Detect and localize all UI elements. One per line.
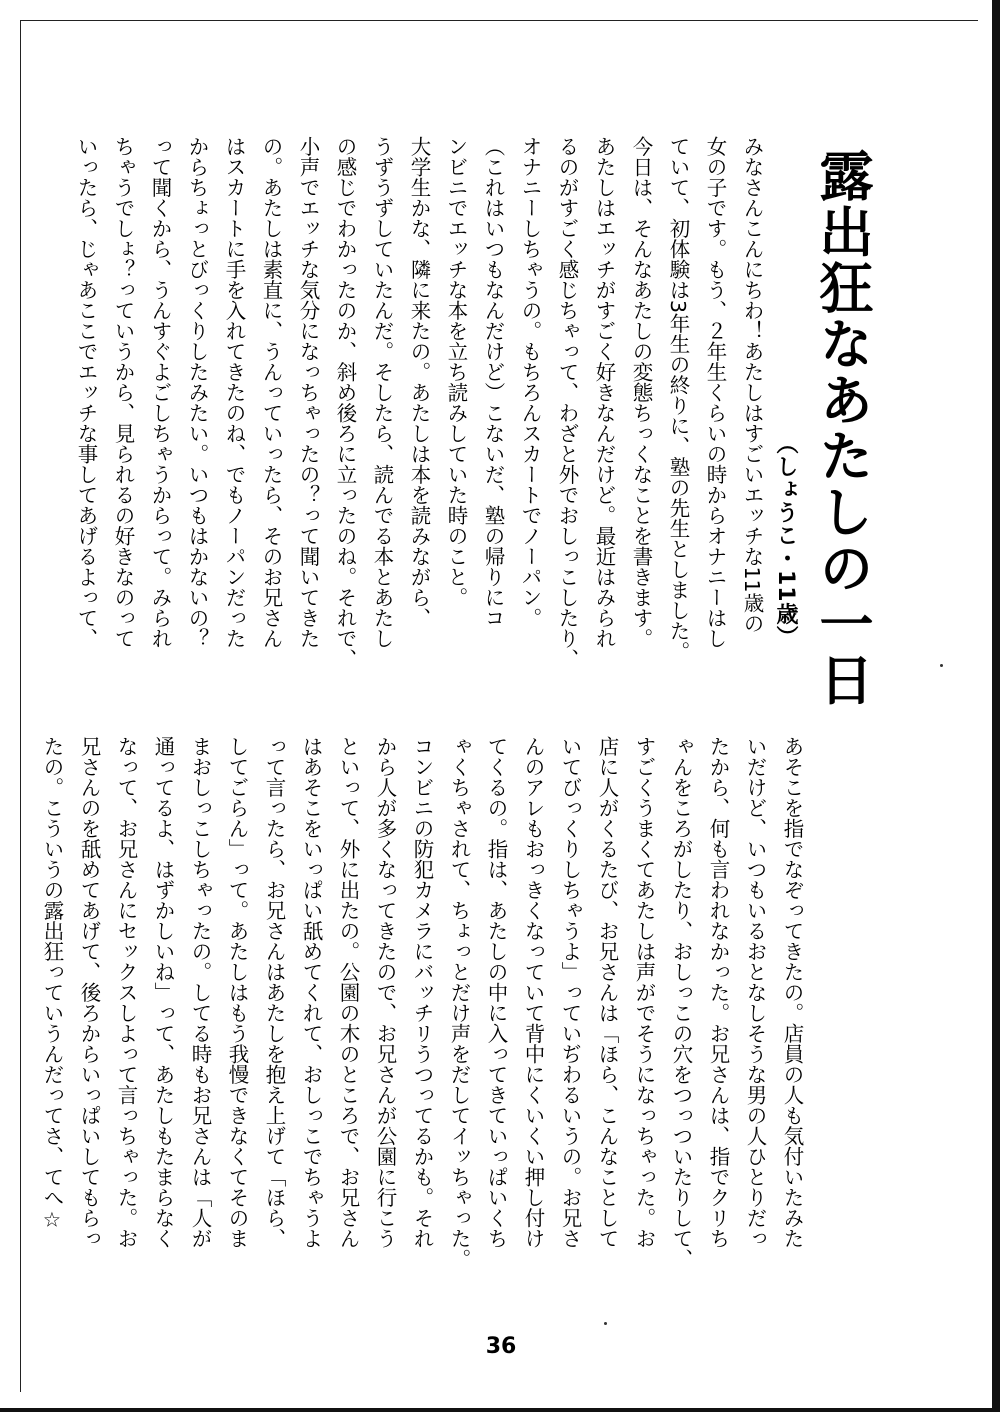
text-line: 大学生かな、隣に来たの。あたしは本を読みながら、 <box>407 136 431 628</box>
text-line: オナニーしちゃうの。もちろんスカートでノーパン。 <box>518 136 542 628</box>
text-line: あそこを指でなぞってきたの。店員の人も気付いたみた <box>780 736 804 1249</box>
text-line: 小声でエッチな気分になっちゃったの？って聞いてきた <box>296 136 320 649</box>
text-line: （これはいつもなんだけど）こないだ、塾の帰りにコ <box>481 136 505 628</box>
text-line: してごらん」って。あたしはもう我慢できなくてそのま <box>225 736 249 1249</box>
text-line: てくるの。指は、あたしの中に入ってきていっぱいくち <box>484 736 508 1249</box>
text-line: みなさんこんにちわ！あたしはすごいエッチな11歳の <box>740 136 764 634</box>
text-line: ていて、初体験は3年生の終りに、塾の先生としました。 <box>666 136 690 662</box>
text-line: いだけど、いつもいるおとなしそうな男の人ひとりだっ <box>743 736 767 1249</box>
text-line: 店に人がくるたび、お兄さんは「ほら、こんなことして <box>595 736 619 1249</box>
text-line: すごくうまくてあたしは声がでそうになっちゃった。お <box>632 736 656 1249</box>
text-line: って言ったら、お兄さんはあたしを抱え上げて「ほら、 <box>262 736 286 1249</box>
author-byline: （しょうこ・11歳） <box>773 432 798 649</box>
text-line: いったら、じゃあここでエッチな事してあげるよって、 <box>74 136 98 649</box>
text-line: まおしっこしちゃったの。してる時もお兄さんは「人が <box>188 736 212 1249</box>
scan-edge-bottom <box>0 1408 1000 1412</box>
text-line: んのアレもおっきくなっていて背中にくいくい押し付け <box>521 736 545 1249</box>
text-line: あたしはエッチがすごく好きなんだけど。最近はみられ <box>592 136 616 649</box>
text-line: といって、外に出たの。公園の木のところで、お兄さん <box>336 736 360 1249</box>
text-line: たから、何も言われなかった。お兄さんは、指でクリち <box>706 736 730 1249</box>
scan-speck <box>940 664 943 667</box>
body-text-lower <box>33 736 810 1296</box>
text-line: って聞くから、うんすぐよごしちゃうからって。みられ <box>148 136 172 649</box>
text-line: はあそこをいっぱい舐めてくれて、おしっこでちゃうよ <box>299 736 323 1249</box>
text-line: ンビニでエッチな本を立ち読みしていた時のこと。 <box>444 136 468 608</box>
text-line: うずうずしていたんだ。そしたら、読んでる本とあたし <box>370 136 394 649</box>
text-line: の。あたしは素直に、うんっていったら、そのお兄さん <box>259 136 283 649</box>
text-line: ゃんをころがしたり、おしっこの穴をつっついたりして、 <box>669 736 693 1269</box>
text-line: 女の子です。もう、２年生くらいの時からオナニーはし <box>703 136 727 649</box>
body-text-upper <box>67 136 770 696</box>
page-number: 36 <box>485 1334 517 1359</box>
text-line: コンビニの防犯カメラにバッチリうつってるかも。それ <box>410 736 434 1249</box>
article-title: 露出狂なあたしの一日 <box>811 148 874 708</box>
text-line: ゃくちゃされて、ちょっとだけ声をだしてイッちゃった。 <box>447 736 471 1269</box>
text-line: 兄さんのを舐めてあげて、後ろからいっぱいしてもらっ <box>77 736 101 1249</box>
text-line: の感じでわかったのか、斜め後ろに立ったのね。それで、 <box>333 136 357 669</box>
scan-speck <box>604 1322 607 1325</box>
text-line: からちょっとびっくりしたみたい。いつもはかないの？ <box>185 136 209 649</box>
text-line: はスカートに手を入れてきたのね、でもノーパンだった <box>222 136 246 649</box>
text-line: 通ってるよ、はずかしいね」って、あたしもたまらなく <box>151 736 175 1249</box>
scan-edge-right <box>992 0 1000 1412</box>
text-line: から人が多くなってきたので、お兄さんが公園に行こう <box>373 736 397 1249</box>
text-line: るのがすごく感じちゃって、わざと外でおしっこしたり、 <box>555 136 579 669</box>
text-line: 今日は、そんなあたしの変態ちっくなことを書きます。 <box>629 136 653 649</box>
text-line: たの。こういうの露出狂っていうんだってさ、てへ☆ <box>40 736 64 1232</box>
text-line: いてびっくりしちゃうよ」っていぢわるいうの。お兄さ <box>558 736 582 1249</box>
text-line: なって、お兄さんにセックスしよって言っちゃった。お <box>114 736 138 1249</box>
text-line: ちゃうでしょ？っていうから、見られるの好きなのって <box>111 136 135 649</box>
